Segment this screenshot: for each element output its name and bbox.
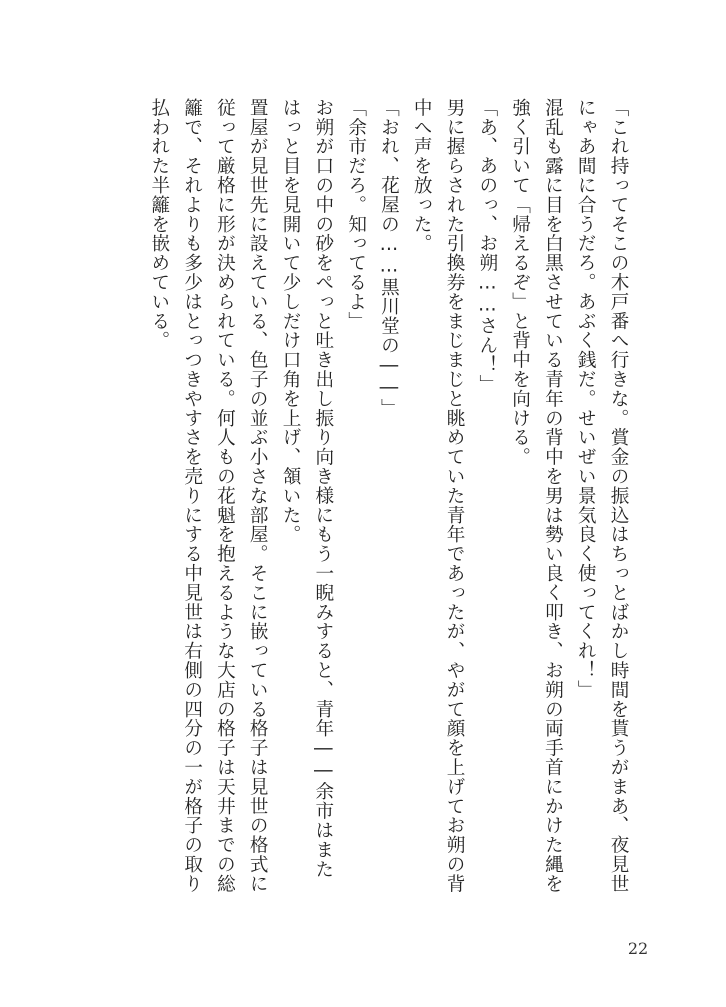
page-number: 22	[627, 939, 649, 958]
vertical-text-block	[114, 98, 634, 898]
paragraph-6: 「余市だろ。知ってるよ」	[345, 98, 367, 331]
paragraph-8: 置屋が見世先に設えている、色子の並ぶ小さな部屋。そこに嵌っている格子は見世の格式に従って厳格に形が決められている。何人もの花魁を抱えるような大店の格子は天井までの総籬で、それよりも多少はとっつきやすさを売りにする中見世は右側の四分の一が格子の取り払われた半籬を嵌めている。	[148, 98, 269, 894]
paragraph-7: お朔が口の中の砂をぺっと吐き出し振り向き様にもう一睨みすると、青年――余市はまたはっと目を見開いて少しだけ口角を上げ、頷いた。	[280, 98, 334, 879]
paragraph-4: 男に握らされた引換券をまじまじと眺めていた青年であったが、やがて顔を上げてお朔の背中へ声を放った。	[411, 98, 466, 894]
paragraph-1: 「これ持ってそこの木戸番へ行きな。賞金の振込はちっとばかし時間を貰うがまあ、夜見世にゃあ間に合うだろ。あぶく銭だ。せいぜい景気良く使ってくれ！」	[575, 98, 629, 894]
paragraph-2: 混乱も露に目を白黒させている青年の背中を男は勢い良く叩き、お朔の両手首にかけた縄を強く引いて「帰えるぞ」と背中を向ける。	[509, 98, 564, 894]
paragraph-3: 「あ、あのっ、お朔……さん！」	[476, 98, 498, 394]
paragraph-5: 「おれ、花屋の……黒川堂の――」	[378, 98, 400, 418]
